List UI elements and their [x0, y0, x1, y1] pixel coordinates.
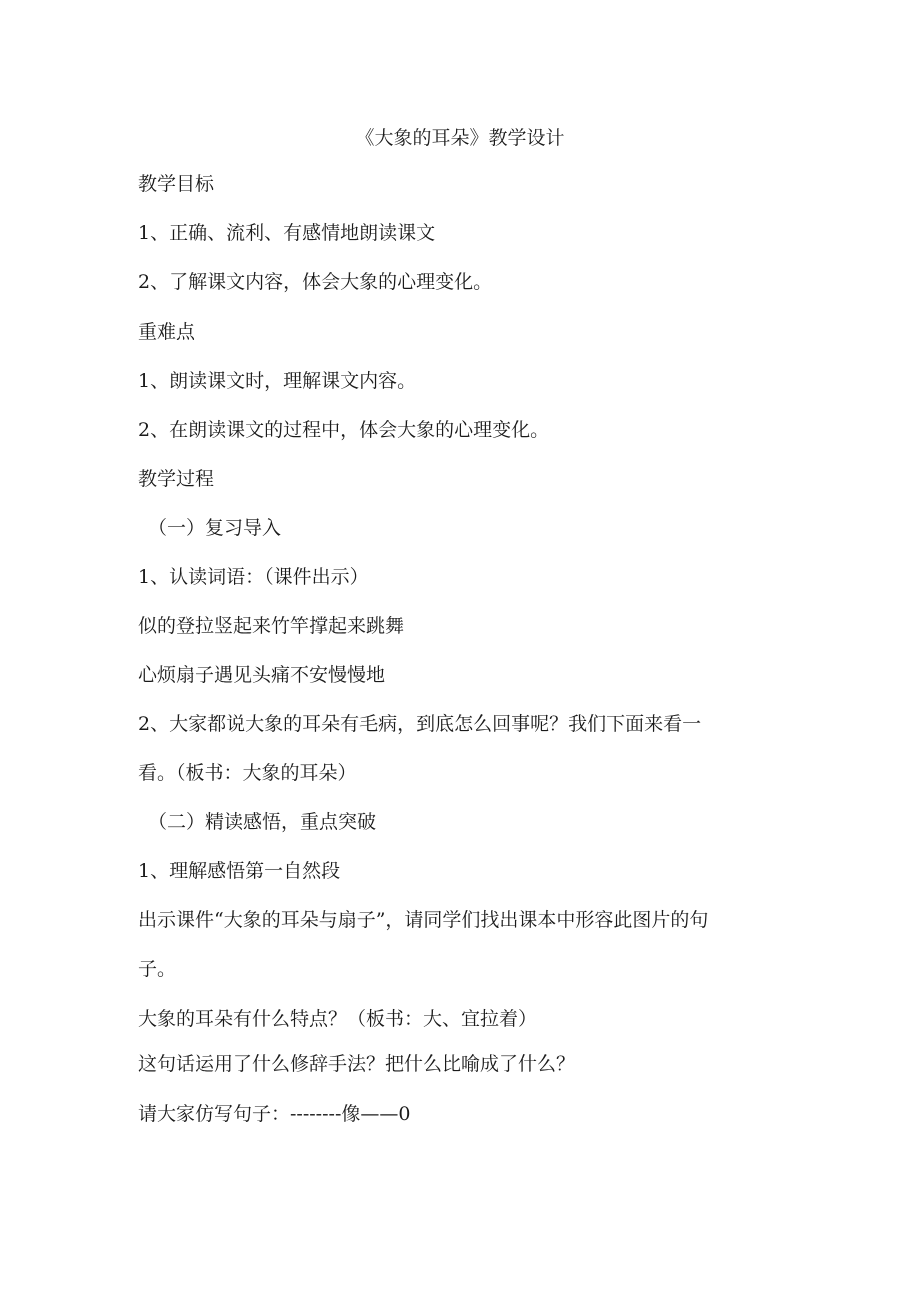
subsection-heading-reading: （二）精读感悟，重点突破 [148, 811, 377, 833]
subsection-heading-review: （一）复习导入 [148, 517, 282, 539]
paragraph-line: 1、认读词语：（课件出示） [138, 566, 369, 588]
objective-item-2: 2、了解课文内容，体会大象的心理变化。 [138, 271, 493, 293]
objective-item-1: 1、正确、流利、有感情地朗读课文 [138, 222, 436, 244]
paragraph-line: 子。 [138, 958, 177, 980]
document-title: 《大象的耳朵》教学设计 [355, 127, 565, 149]
section-heading-process: 教学过程 [138, 468, 215, 490]
paragraph-line: 大象的耳朵有什么特点？（板书：大、宜拉着） [138, 1008, 538, 1030]
paragraph-line: 2、大家都说大象的耳朵有毛病，到底怎么回事呢？我们下面来看一 [138, 713, 702, 735]
key-point-item-2: 2、在朗读课文的过程中，体会大象的心理变化。 [138, 419, 550, 441]
section-heading-objectives: 教学目标 [138, 173, 215, 195]
paragraph-line: 出示课件“大象的耳朵与扇子”，请同学们找出课本中形容此图片的句 [138, 909, 709, 931]
paragraph-line: 请大家仿写句子：--------像——0 [138, 1103, 411, 1125]
key-point-item-1: 1、朗读课文时，理解课文内容。 [138, 370, 417, 392]
section-heading-key-points: 重难点 [138, 321, 196, 343]
paragraph-line: 1、理解感悟第一自然段 [138, 860, 341, 882]
paragraph-line: 这句话运用了什么修辞手法？把什么比喻成了什么？ [138, 1053, 576, 1075]
vocabulary-line-1: 似的登拉竖起来竹竿撑起来跳舞 [138, 615, 405, 637]
vocabulary-line-2: 心烦扇子遇见头痛不安慢慢地 [138, 664, 386, 686]
paragraph-line: 看。（板书：大象的耳朵） [138, 762, 357, 784]
